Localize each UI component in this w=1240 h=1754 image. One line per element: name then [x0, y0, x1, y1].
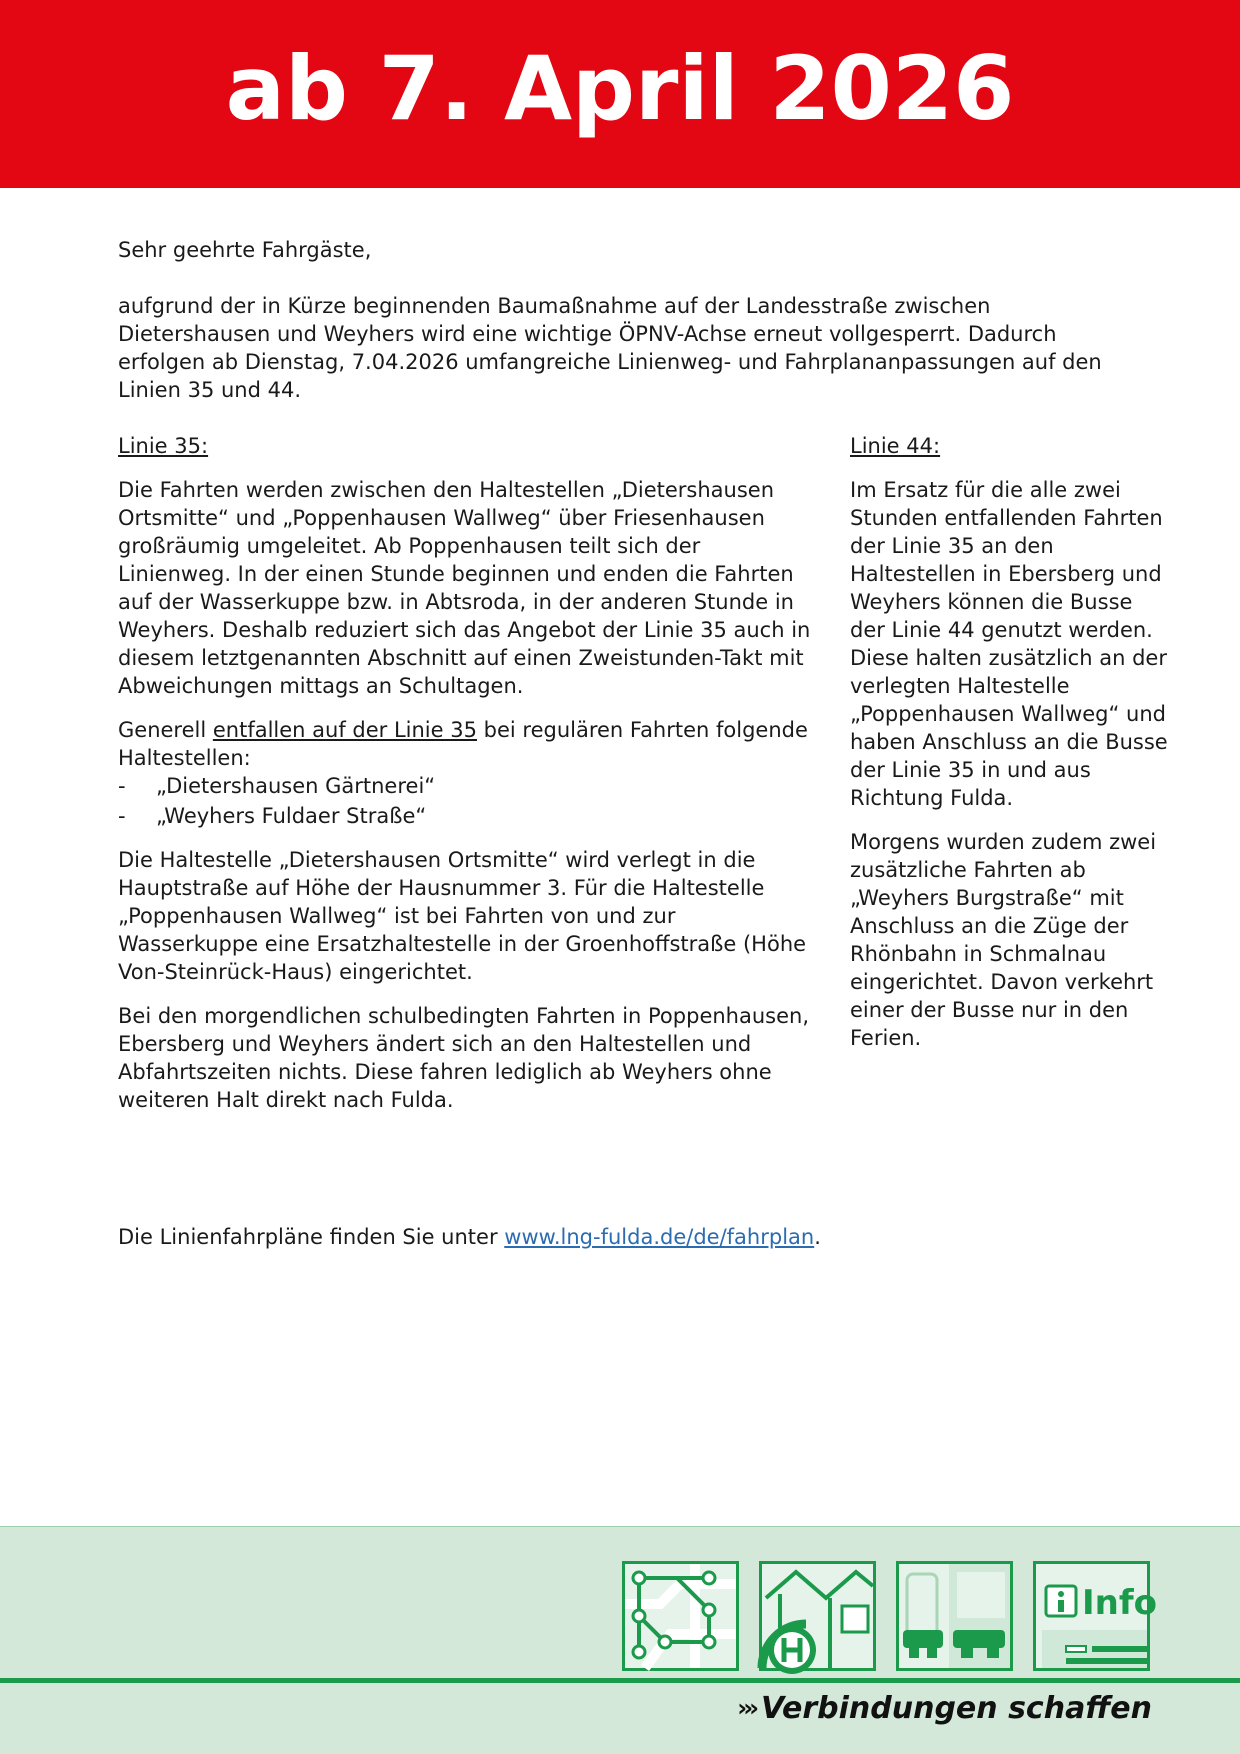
linie-44-heading: Linie 44:	[850, 434, 941, 458]
linie-44-column	[850, 432, 1170, 1068]
header-banner	[0, 0, 1240, 188]
removed-stops-list	[118, 772, 818, 832]
linie-35-p2-pre: Generell	[118, 718, 213, 742]
intro-paragraph: aufgrund der in Kürze beginnenden Baumaßnahme auf der Landesstraße zwischen Dietershausen und Weyhers wird eine wichtige ÖPNV-Achse erneut vollgesperrt. Dadurch erfolgen ab Dienstag, 7.04.2026 umfangreiche Linienweg- und Fahrplananpassungen auf den Linien 35 und 44.	[118, 294, 1102, 402]
timetable-note	[118, 1223, 1128, 1251]
bullet-dash: -	[118, 804, 126, 828]
linie-35-paragraph-4: Bei den morgendlichen schulbedingten Fahrten in Poppenhausen, Ebersberg und Weyhers ändert sich an den Haltestellen und Abfahrtszeiten nichts. Diese fahren lediglich ab Weyhers ohne weiteren Halt direkt nach Fulda.	[118, 1004, 810, 1112]
banner-title: ab 7. April 2026	[225, 37, 1015, 140]
list-item	[118, 772, 818, 802]
stop-name: „Dietershausen Gärtnerei“	[156, 774, 436, 798]
linie-35-paragraph-1: Die Fahrten werden zwischen den Haltestellen „Dietershausen Ortsmitte“ und „Poppenhausen Wallweg“ über Friesenhausen großräumig umgeleitet. Ab Poppenhausen teilt sich der Linienweg. In der einen Stunde beginnen und enden die Fahrten auf der Wasserkuppe bzw. in Abtsroda, in der anderen Stunde in Weyhers. Deshalb reduziert sich das Angebot der Linie 35 auch in diesem letztgenannten Abschnitt auf einen Zweistunden-Takt mit Abweichungen mittags an Schultagen.	[118, 478, 811, 698]
info-tile-label: Info	[1082, 1583, 1158, 1623]
linie-35-p2-post: bei regulären Fahrten folgende Haltestellen:	[118, 718, 808, 770]
triple-chevron-icon: ›››	[737, 1694, 755, 1722]
timetable-note-end: .	[814, 1225, 821, 1249]
timetable-note-text: Die Linienfahrpläne finden Sie unter	[118, 1225, 505, 1249]
network-map-icon	[622, 1561, 739, 1671]
linie-35-paragraph-3: Die Haltestelle „Dietershausen Ortsmitte“ wird verlegt in die Hauptstraße auf Höhe der Hausnummer 3. Für die Haltestelle „Poppenhausen Wallweg“ ist bei Fahrten von und zur Wasserkuppe eine Ersatzhaltestelle in der Groenhoffstraße (Höhe Von-Steinrück-Haus) eingerichtet.	[118, 848, 807, 984]
footer-divider	[0, 1678, 1240, 1683]
bus-stop-shelter-icon	[759, 1561, 876, 1671]
slogan	[712, 1686, 1152, 1730]
linie-44-paragraph-1: Im Ersatz für die alle zwei Stunden entfallenden Fahrten der Linie 35 an den Haltestellen in Ebersberg und Weyhers können die Busse der Linie 44 genutzt werden. Diese halten zusätzlich an der verlegten Haltestelle „Poppenhausen Wallweg“ und haben Anschluss an die Busse der Linie 35 in und aus Richtung Fulda.	[850, 478, 1168, 810]
linie-35-paragraph-2	[118, 716, 818, 772]
info-icon	[1033, 1561, 1158, 1671]
bullet-dash: -	[118, 774, 126, 798]
stop-name: „Weyhers Fuldaer Straße“	[156, 804, 427, 828]
timetable-link[interactable]: www.lng-fulda.de/de/fahrplan	[504, 1225, 815, 1249]
linie-35-p2-underlined: entfallen auf der Linie 35	[212, 718, 477, 742]
salutation: Sehr geehrte Fahrgäste,	[118, 238, 372, 262]
linie-35-column	[118, 432, 818, 1130]
linie-44-paragraph-2: Morgens wurden zudem zwei zusätzliche Fahrten ab „Weyhers Burgstraße“ mit Anschluss an die Züge der Rhönbahn in Schmalnau eingerichtet. Davon verkehrt einer der Busse nur in den Ferien.	[850, 830, 1157, 1050]
bus-icon	[896, 1561, 1013, 1671]
linie-35-heading: Linie 35:	[118, 434, 209, 458]
list-item	[118, 802, 818, 832]
slogan-text: Verbindungen schaffen	[760, 1690, 1152, 1726]
